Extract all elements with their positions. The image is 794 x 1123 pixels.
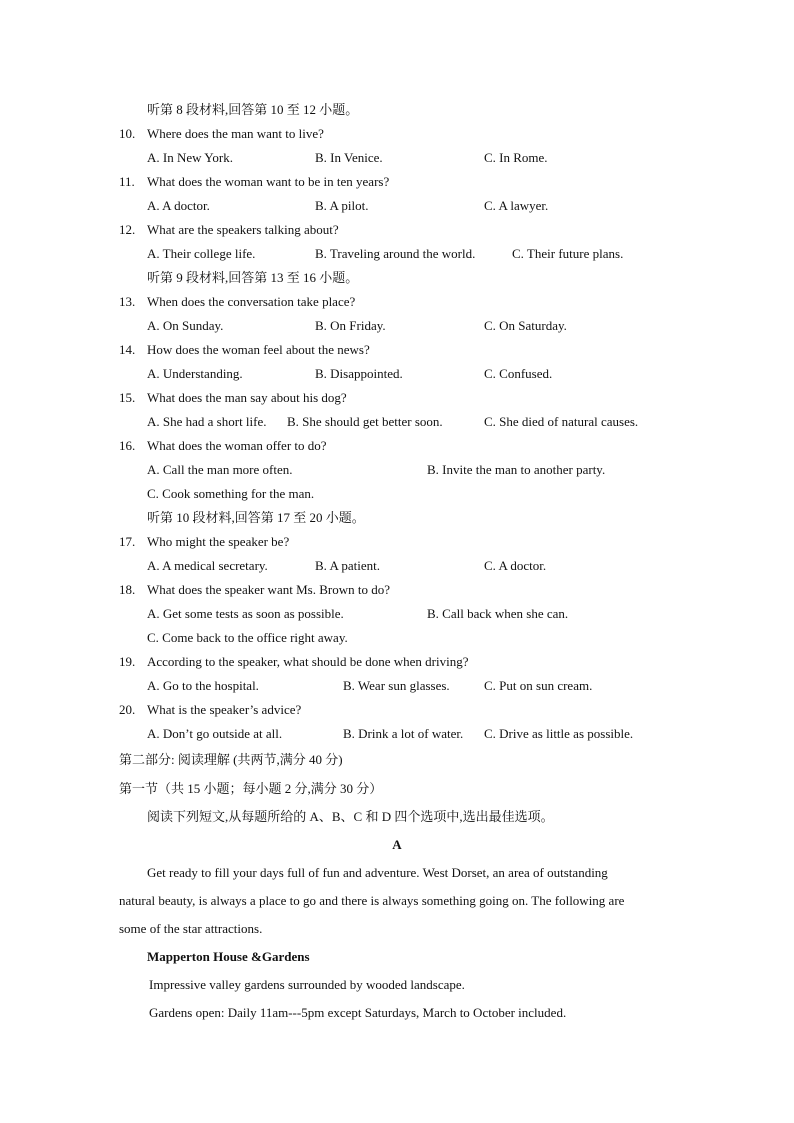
option-c: C. In Rome.	[484, 150, 548, 165]
option-a: A. Their college life.	[147, 246, 256, 261]
question-text: What is the speaker’s advice?	[147, 702, 302, 717]
option-a: A. On Sunday.	[147, 318, 224, 333]
question-number: 15.	[119, 390, 136, 405]
option-b: B. Drink a lot of water.	[343, 726, 464, 741]
section-heading: 听第 9 段材料,回答第 13 至 16 小题。	[147, 270, 359, 285]
question-number: 17.	[119, 534, 136, 549]
question-number: 18.	[119, 582, 136, 597]
question-text: What does the man say about his dog?	[147, 390, 347, 405]
passage-label: A	[392, 837, 402, 852]
part-subtitle: 第一节（共 15 小题；每小题 2 分,满分 30 分）	[119, 781, 383, 796]
option-c: C. Put on sun cream.	[484, 678, 593, 693]
option-b: B. She should get better soon.	[287, 414, 443, 429]
option-a: A. Call the man more often.	[147, 462, 293, 477]
passage-line: some of the star attractions.	[119, 921, 263, 936]
part-instruction: 阅读下列短文,从每题所给的 A、B、C 和 D 四个选项中,选出最佳选项。	[147, 809, 554, 824]
question-number: 20.	[119, 702, 136, 717]
attraction-description: Impressive valley gardens surrounded by wooded landscape.	[149, 977, 465, 992]
question-text: What does the woman want to be in ten years?	[147, 174, 390, 189]
option-c: C. A lawyer.	[484, 198, 549, 213]
option-c: C. She died of natural causes.	[484, 414, 639, 429]
option-c: C. A doctor.	[484, 558, 547, 573]
question-number: 10.	[119, 126, 136, 141]
question-number: 19.	[119, 654, 136, 669]
option-a: A. Get some tests as soon as possible.	[147, 606, 344, 621]
question-text: What does the woman offer to do?	[147, 438, 327, 453]
option-b: B. A patient.	[315, 558, 380, 573]
option-a: A. Go to the hospital.	[147, 678, 259, 693]
section-heading: 听第 8 段材料,回答第 10 至 12 小题。	[147, 102, 359, 117]
question-number: 11.	[119, 174, 135, 189]
attraction-hours: Gardens open: Daily 11am---5pm except Saturdays, March to October included.	[149, 1005, 567, 1020]
question-text: Who might the speaker be?	[147, 534, 290, 549]
question-number: 14.	[119, 342, 136, 357]
option-c: C. Their future plans.	[512, 246, 624, 261]
part-title: 第二部分: 阅读理解 (共两节,满分 40 分)	[119, 752, 343, 767]
option-b: B. In Venice.	[315, 150, 383, 165]
option-b: B. On Friday.	[315, 318, 386, 333]
option-a: A. A medical secretary.	[147, 558, 268, 573]
option-c: C. Drive as little as possible.	[484, 726, 634, 741]
section-heading: 听第 10 段材料,回答第 17 至 20 小题。	[147, 510, 365, 525]
option-b: B. A pilot.	[315, 198, 369, 213]
option-b: B. Traveling around the world.	[315, 246, 476, 261]
question-text: Where does the man want to live?	[147, 126, 324, 141]
option-a: A. Understanding.	[147, 366, 243, 381]
question-text: What are the speakers talking about?	[147, 222, 339, 237]
attraction-heading: Mapperton House &Gardens	[147, 949, 310, 964]
option-b: B. Call back when she can.	[427, 606, 569, 621]
question-text: How does the woman feel about the news?	[147, 342, 370, 357]
option-a: A. In New York.	[147, 150, 233, 165]
option-c: C. On Saturday.	[484, 318, 567, 333]
option-c: C. Confused.	[484, 366, 553, 381]
option-a: A. A doctor.	[147, 198, 210, 213]
question-number: 16.	[119, 438, 136, 453]
option-a: A. She had a short life.	[147, 414, 267, 429]
passage-line: natural beauty, is always a place to go and there is always something going on. The following are	[119, 893, 625, 908]
question-number: 13.	[119, 294, 136, 309]
question-text: What does the speaker want Ms. Brown to do?	[147, 582, 390, 597]
option-c: C. Come back to the office right away.	[147, 630, 348, 645]
option-b: B. Invite the man to another party.	[427, 462, 606, 477]
option-b: B. Wear sun glasses.	[343, 678, 450, 693]
option-b: B. Disappointed.	[315, 366, 403, 381]
passage-line: Get ready to fill your days full of fun and adventure. West Dorset, an area of outstanding	[147, 865, 608, 880]
option-a: A. Don’t go outside at all.	[147, 726, 283, 741]
question-text: According to the speaker, what should be done when driving?	[147, 654, 469, 669]
option-c: C. Cook something for the man.	[147, 486, 315, 501]
question-text: When does the conversation take place?	[147, 294, 356, 309]
question-number: 12.	[119, 222, 136, 237]
